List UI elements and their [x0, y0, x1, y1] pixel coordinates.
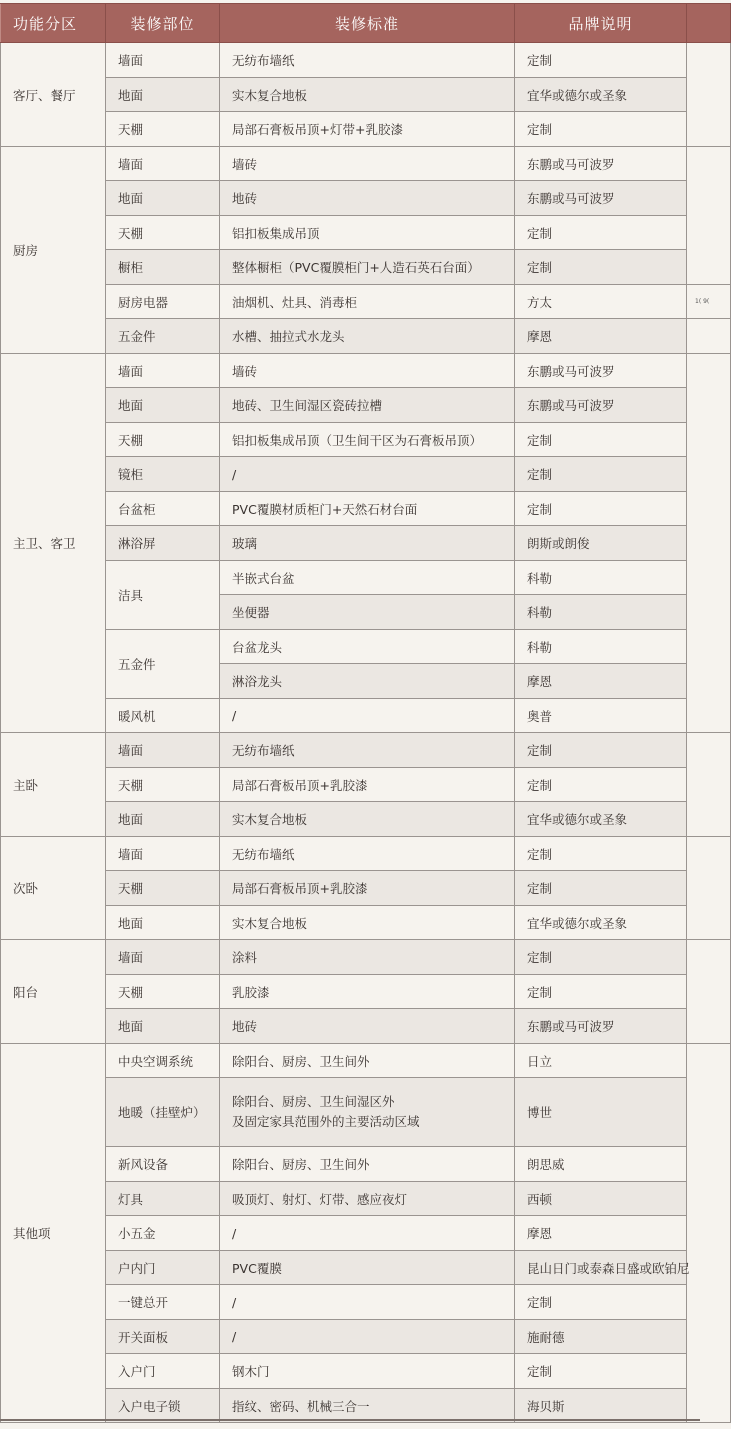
standard-cell: 除阳台、厨房、卫生间外 [220, 1147, 515, 1182]
part-cell: 地面 [106, 388, 220, 423]
brand-cell: 定制 [515, 837, 687, 871]
standard-cell: 局部石膏板吊顶+乳胶漆 [220, 768, 515, 802]
part-cell: 天棚 [106, 871, 220, 906]
part-cell: 天棚 [106, 768, 220, 802]
standard-cell: 墙砖 [220, 147, 515, 181]
brand-cell: 科勒 [515, 561, 687, 595]
part-cell: 墙面 [106, 733, 220, 768]
table-bottom-rule [0, 1419, 700, 1421]
standard-cell: / [220, 457, 515, 492]
standard-cell: 整体橱柜（PVC覆膜柜门+人造石英石台面） [220, 250, 515, 285]
brand-cell: 东鹏或马可波罗 [515, 181, 687, 216]
standard-cell: 坐便器 [220, 595, 515, 630]
part-cell: 地面 [106, 906, 220, 940]
brand-cell: 奥普 [515, 699, 687, 733]
brand-cell: 定制 [515, 216, 687, 250]
zone-cell: 阳台 [1, 940, 106, 1044]
part-cell: 地面 [106, 1009, 220, 1044]
decoration-standards-table [0, 3, 731, 1423]
standard-cell: 地砖、卫生间湿区瓷砖拉槽 [220, 388, 515, 423]
part-cell: 新风设备 [106, 1147, 220, 1182]
standard-cell [220, 1078, 515, 1147]
brand-cell: 博世 [515, 1078, 687, 1147]
standard-cell: 乳胶漆 [220, 975, 515, 1009]
brand-cell: 定制 [515, 1285, 687, 1320]
standard-cell: / [220, 1320, 515, 1354]
standard-cell: 台盆龙头 [220, 630, 515, 664]
standard-cell: 无纺布墙纸 [220, 733, 515, 768]
brand-cell: 摩恩 [515, 1216, 687, 1251]
zone-cell: 厨房 [1, 147, 106, 354]
standard-cell: 地砖 [220, 181, 515, 216]
brand-cell: 定制 [515, 975, 687, 1009]
brand-cell: 宜华或德尔或圣象 [515, 802, 687, 837]
header-standard: 装修标准 [220, 4, 515, 43]
standard-cell: 淋浴龙头 [220, 664, 515, 699]
brand-cell: 摩恩 [515, 319, 687, 354]
standard-cell: 实木复合地板 [220, 78, 515, 112]
header-part: 装修部位 [106, 4, 220, 43]
part-cell: 暖风机 [106, 699, 220, 733]
table-header-row [1, 4, 731, 43]
brand-cell: 方太 [515, 285, 687, 319]
brand-cell: 宜华或德尔或圣象 [515, 906, 687, 940]
part-cell: 入户电子锁 [106, 1389, 220, 1423]
header-extra [687, 4, 731, 43]
standard-cell: 局部石膏板吊顶+乳胶漆 [220, 871, 515, 906]
part-cell: 墙面 [106, 837, 220, 871]
header-brand: 品牌说明 [515, 4, 687, 43]
part-cell: 五金件 [106, 630, 220, 699]
part-cell: 橱柜 [106, 250, 220, 285]
part-cell: 开关面板 [106, 1320, 220, 1354]
standard-cell: 地砖 [220, 1009, 515, 1044]
standard-cell: 实木复合地板 [220, 802, 515, 837]
extra-cell: 1( 9( [687, 285, 731, 319]
brand-cell: 海贝斯 [515, 1389, 687, 1423]
brand-cell: 昆山日门或泰森日盛或欧铂尼 [515, 1251, 687, 1285]
part-cell: 户内门 [106, 1251, 220, 1285]
standard-cell: 无纺布墙纸 [220, 43, 515, 78]
part-cell: 淋浴屏 [106, 526, 220, 561]
extra-cell [687, 43, 731, 147]
extra-cell [687, 1044, 731, 1423]
zone-cell: 客厅、餐厅 [1, 43, 106, 147]
zone-cell: 主卫、客卫 [1, 354, 106, 733]
brand-cell: 东鹏或马可波罗 [515, 1009, 687, 1044]
part-cell: 地暖（挂壁炉） [106, 1078, 220, 1147]
standard-cell: PVC覆膜材质柜门+天然石材台面 [220, 492, 515, 526]
brand-cell: 定制 [515, 940, 687, 975]
brand-cell: 科勒 [515, 595, 687, 630]
part-cell: 地面 [106, 802, 220, 837]
part-cell: 天棚 [106, 975, 220, 1009]
standard-cell: 无纺布墙纸 [220, 837, 515, 871]
part-cell: 小五金 [106, 1216, 220, 1251]
extra-cell [687, 319, 731, 354]
standard-cell: 墙砖 [220, 354, 515, 388]
brand-cell: 定制 [515, 768, 687, 802]
brand-cell: 朗思威 [515, 1147, 687, 1182]
part-cell: 墙面 [106, 147, 220, 181]
header-zone: 功能分区 [1, 4, 106, 43]
brand-cell: 定制 [515, 871, 687, 906]
standard-cell: 实木复合地板 [220, 906, 515, 940]
standard-cell: 局部石膏板吊顶+灯带+乳胶漆 [220, 112, 515, 147]
standard-cell: / [220, 1285, 515, 1320]
standard-cell: PVC覆膜 [220, 1251, 515, 1285]
extra-cell [687, 733, 731, 837]
part-cell: 地面 [106, 181, 220, 216]
brand-cell: 定制 [515, 250, 687, 285]
brand-cell: 东鹏或马可波罗 [515, 354, 687, 388]
brand-cell: 日立 [515, 1044, 687, 1078]
standard-cell: 铝扣板集成吊顶 [220, 216, 515, 250]
extra-cell [687, 354, 731, 733]
extra-cell [687, 147, 731, 285]
part-cell: 中央空调系统 [106, 1044, 220, 1078]
part-cell: 地面 [106, 78, 220, 112]
part-cell: 厨房电器 [106, 285, 220, 319]
standard-cell: 涂料 [220, 940, 515, 975]
part-cell: 台盆柜 [106, 492, 220, 526]
brand-cell: 定制 [515, 1354, 687, 1389]
part-cell: 天棚 [106, 423, 220, 457]
brand-cell: 定制 [515, 733, 687, 768]
standard-cell: / [220, 699, 515, 733]
part-cell: 天棚 [106, 216, 220, 250]
zone-cell: 主卧 [1, 733, 106, 837]
part-cell: 墙面 [106, 354, 220, 388]
standard-cell: 半嵌式台盆 [220, 561, 515, 595]
brand-cell: 定制 [515, 423, 687, 457]
standard-cell: 水槽、抽拉式水龙头 [220, 319, 515, 354]
brand-cell: 定制 [515, 43, 687, 78]
standard-cell: 铝扣板集成吊顶（卫生间干区为石膏板吊顶） [220, 423, 515, 457]
part-cell: 天棚 [106, 112, 220, 147]
extra-cell [687, 940, 731, 1044]
brand-cell: 定制 [515, 492, 687, 526]
standard-line-2: 及固定家具范围外的主要活动区域 [232, 1114, 420, 1129]
standard-line-1: 除阳台、厨房、卫生间湿区外 [232, 1094, 395, 1109]
zone-cell: 其他项 [1, 1044, 106, 1423]
standard-cell: 玻璃 [220, 526, 515, 561]
extra-cell [687, 837, 731, 940]
standard-cell: 指纹、密码、机械三合一 [220, 1389, 515, 1423]
part-cell: 镜柜 [106, 457, 220, 492]
brand-cell: 定制 [515, 112, 687, 147]
standard-cell: 除阳台、厨房、卫生间外 [220, 1044, 515, 1078]
part-cell: 洁具 [106, 561, 220, 630]
standard-cell: 钢木门 [220, 1354, 515, 1389]
brand-cell: 西顿 [515, 1182, 687, 1216]
part-cell: 一键总开 [106, 1285, 220, 1320]
standard-cell: / [220, 1216, 515, 1251]
standard-cell: 油烟机、灶具、消毒柜 [220, 285, 515, 319]
brand-cell: 东鹏或马可波罗 [515, 388, 687, 423]
standard-cell: 吸顶灯、射灯、灯带、感应夜灯 [220, 1182, 515, 1216]
part-cell: 墙面 [106, 43, 220, 78]
zone-cell: 次卧 [1, 837, 106, 940]
brand-cell: 朗斯或朗俊 [515, 526, 687, 561]
brand-cell: 科勒 [515, 630, 687, 664]
brand-cell: 东鹏或马可波罗 [515, 147, 687, 181]
part-cell: 灯具 [106, 1182, 220, 1216]
brand-cell: 摩恩 [515, 664, 687, 699]
brand-cell: 定制 [515, 457, 687, 492]
brand-cell: 施耐德 [515, 1320, 687, 1354]
part-cell: 入户门 [106, 1354, 220, 1389]
part-cell: 墙面 [106, 940, 220, 975]
brand-cell: 宜华或德尔或圣象 [515, 78, 687, 112]
part-cell: 五金件 [106, 319, 220, 354]
